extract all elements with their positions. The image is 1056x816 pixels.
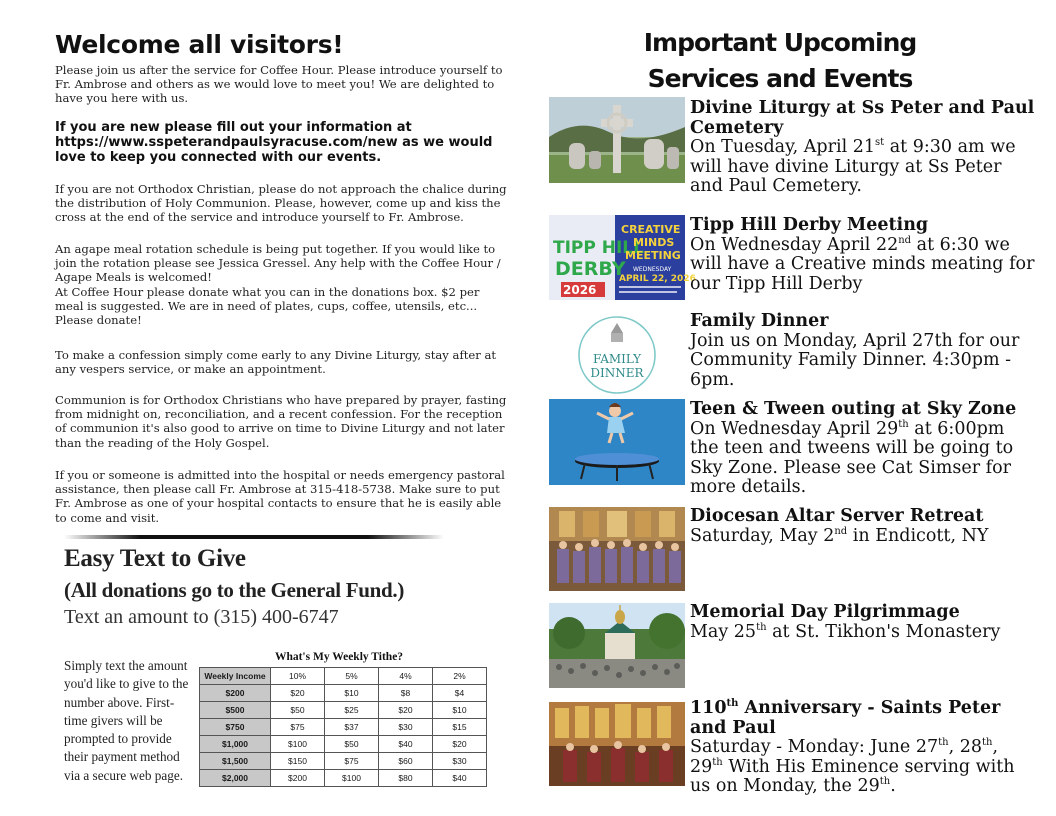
table-row bbox=[200, 702, 487, 719]
tipp-hill-derby-flyer bbox=[549, 215, 696, 300]
derby-brand-line2: DERBY bbox=[555, 258, 626, 280]
give-instructions: Simply text the amount you'd like to give to the number above. First-time givers will be prompted to provide their payment method via a secure web page. bbox=[64, 658, 189, 783]
event-body: On Wednesday April 22nd at 6:30 we will have a Creative minds meating for our Tipp Hill Derby bbox=[690, 234, 1035, 294]
tithe-cell: $10 bbox=[325, 685, 379, 702]
events-header bbox=[560, 25, 1000, 97]
event-item bbox=[690, 400, 1035, 498]
welcome-intro: Please join us after the service for Coffee Hour. Please introduce yourself to Fr. Ambrose and others as we would love to meet you! We are delighted to have you here with us. bbox=[55, 63, 503, 106]
event-item bbox=[690, 507, 1035, 546]
event-title: Memorial Day Pilgrimmage bbox=[690, 602, 960, 622]
tithe-table-title: What's My Weekly Tithe? bbox=[274, 651, 404, 663]
agape-meal-notice: An agape meal rotation schedule is being put together. If you would like to join the rotation please see Jessica Gressel. Any help with the Coffee Hour / Agape Meals is welcomed! At Coffee Hour please donate what you can in the donations box. $2 per meal is suggested. We are in need of plates, cups, coffee, utensils, etc... Please donate! bbox=[55, 242, 510, 327]
tithe-cell: $1,500 bbox=[200, 753, 271, 770]
event-title: Diocesan Altar Server Retreat bbox=[690, 506, 984, 526]
tithe-cell: $8 bbox=[379, 685, 433, 702]
derby-headline-3: MEETING bbox=[625, 249, 681, 262]
table-row bbox=[200, 685, 487, 702]
tithe-header-cell: Weekly Income bbox=[200, 668, 271, 685]
tithe-cell: $10 bbox=[433, 702, 487, 719]
events-header-line: Services and Events bbox=[647, 64, 913, 93]
event-body: Saturday, May 2nd in Endicott, NY bbox=[690, 525, 989, 546]
table-row bbox=[200, 719, 487, 736]
tithe-header-cell: 4% bbox=[379, 668, 433, 685]
welcome-title: Welcome all visitors! bbox=[55, 30, 344, 59]
event-title: Family Dinner bbox=[690, 311, 829, 331]
trampoline-illustration bbox=[549, 399, 685, 485]
event-item bbox=[690, 312, 1035, 390]
derby-brand-line1: TIPP HILL bbox=[553, 238, 644, 258]
derby-badge: WEDNESDAY bbox=[633, 266, 672, 273]
tithe-cell: $40 bbox=[379, 736, 433, 753]
event-title: 110th Anniversary - Saints Peter and Paul bbox=[690, 698, 1001, 738]
give-phone-line: Text an amount to (315) 400-6747 bbox=[64, 606, 339, 628]
new-visitor-notice: If you are new please fill out your information at https://www.sspeterandpaulsyracuse.com/new as we would love to keep you connected with our events. bbox=[55, 120, 493, 165]
tithe-cell: $30 bbox=[433, 753, 487, 770]
tithe-cell: $150 bbox=[271, 753, 325, 770]
event-item bbox=[690, 99, 1035, 197]
tithe-cell: $60 bbox=[379, 753, 433, 770]
table-row bbox=[200, 753, 487, 770]
cemetery-photo bbox=[549, 97, 685, 183]
tithe-cell: $50 bbox=[271, 702, 325, 719]
table-row bbox=[200, 736, 487, 753]
derby-year: 2026 bbox=[563, 283, 597, 297]
tithe-cell: $200 bbox=[200, 685, 271, 702]
tithe-cell: $500 bbox=[200, 702, 271, 719]
church-interior-photo bbox=[549, 702, 685, 786]
event-body: On Tuesday, April 21st at 9:30 am we will have divine Liturgy at Ss Peter and Paul Cemetery. bbox=[690, 137, 1016, 196]
tithe-cell: $100 bbox=[325, 770, 379, 787]
tithe-cell: $30 bbox=[379, 719, 433, 736]
family-dinner-logo bbox=[549, 311, 685, 396]
event-body: On Wednesday April 29th at 6:00pm the teen and tweens will be going to Sky Zone. Please see Cat Simser for more details. bbox=[690, 418, 1014, 497]
event-item bbox=[690, 699, 1035, 797]
event-title: Divine Liturgy at Ss Peter and Paul Cemetery bbox=[690, 98, 1035, 138]
tithe-cell: $20 bbox=[379, 702, 433, 719]
tithe-header-cell: 5% bbox=[325, 668, 379, 685]
event-title: Tipp Hill Derby Meeting bbox=[690, 215, 929, 235]
tithe-header-row bbox=[200, 668, 487, 685]
tithe-cell: $20 bbox=[271, 685, 325, 702]
tithe-table bbox=[199, 667, 487, 787]
communion-prep-notice: Communion is for Orthodox Christians who have prepared by prayer, fasting from midnight on, reconciliation, and a recent confession. For the reception of communion it's also good to arrive on time to Divine Liturgy and not later than the reading of the Holy Gospel. bbox=[55, 393, 507, 450]
tithe-cell: $100 bbox=[271, 736, 325, 753]
event-body: Join us on Monday, April 27th for our Community Family Dinner. 4:30pm - 6pm. bbox=[690, 330, 1020, 390]
event-body: Saturday - Monday: June 27th, 28th, 29th With His Eminence serving with us on Monday, the 29th. bbox=[690, 737, 1015, 796]
tithe-cell: $50 bbox=[325, 736, 379, 753]
event-item bbox=[690, 216, 1035, 294]
altar-servers-photo bbox=[549, 507, 685, 591]
event-title: Teen & Tween outing at Sky Zone bbox=[690, 399, 1017, 419]
derby-date: APRIL 22, 2026 bbox=[619, 274, 696, 284]
family-dinner-line2: DINNER bbox=[590, 366, 644, 380]
section-divider bbox=[64, 535, 444, 539]
tithe-cell: $15 bbox=[433, 719, 487, 736]
hospital-notice: If you or someone is admitted into the hospital or needs emergency pastoral assistance, then please call Fr. Ambrose at 315-418-5738. Make sure to put Fr. Ambrose as one of your hospital contacts to ensure that he is easily able to come and visit. bbox=[55, 468, 505, 525]
tithe-cell: $25 bbox=[325, 702, 379, 719]
tithe-cell: $75 bbox=[271, 719, 325, 736]
tithe-cell: $75 bbox=[325, 753, 379, 770]
tithe-cell: $40 bbox=[433, 770, 487, 787]
give-subtitle: (All donations go to the General Fund.) bbox=[64, 578, 405, 602]
tithe-cell: $37 bbox=[325, 719, 379, 736]
tithe-cell: $80 bbox=[379, 770, 433, 787]
tithe-cell: $750 bbox=[200, 719, 271, 736]
tithe-cell: $1,000 bbox=[200, 736, 271, 753]
tithe-cell: $2,000 bbox=[200, 770, 271, 787]
table-row bbox=[200, 770, 487, 787]
tithe-cell: $20 bbox=[433, 736, 487, 753]
events-header-line: Important Upcoming bbox=[643, 28, 917, 57]
monastery-photo bbox=[549, 603, 685, 688]
tithe-cell: $200 bbox=[271, 770, 325, 787]
give-title: Easy Text to Give bbox=[64, 545, 246, 572]
derby-headline-1: CREATIVE bbox=[621, 223, 681, 236]
tithe-cell: $4 bbox=[433, 685, 487, 702]
event-body: May 25th at St. Tikhon's Monastery bbox=[690, 621, 1001, 642]
tithe-header-cell: 10% bbox=[271, 668, 325, 685]
tithe-header-cell: 2% bbox=[433, 668, 487, 685]
derby-headline-2: MINDS bbox=[633, 236, 675, 249]
donations-notice: At Coffee Hour please donate what you can in the donations box. $2 per meal is suggested. We are in need of plates, cups, coffee, utensils, etc... Please donate! bbox=[55, 284, 480, 328]
communion-notice: If you are not Orthodox Christian, please do not approach the chalice during the distribution of Holy Communion. Please, however, come up and kiss the cross at the end of the service and introduce yourself to Fr. Ambrose. bbox=[55, 182, 507, 225]
family-dinner-line1: FAMILY bbox=[592, 352, 642, 366]
confession-notice: To make a confession simply come early to any Divine Liturgy, stay after at any vespers service, or make an appointment. bbox=[55, 348, 497, 377]
event-item bbox=[690, 603, 1035, 642]
